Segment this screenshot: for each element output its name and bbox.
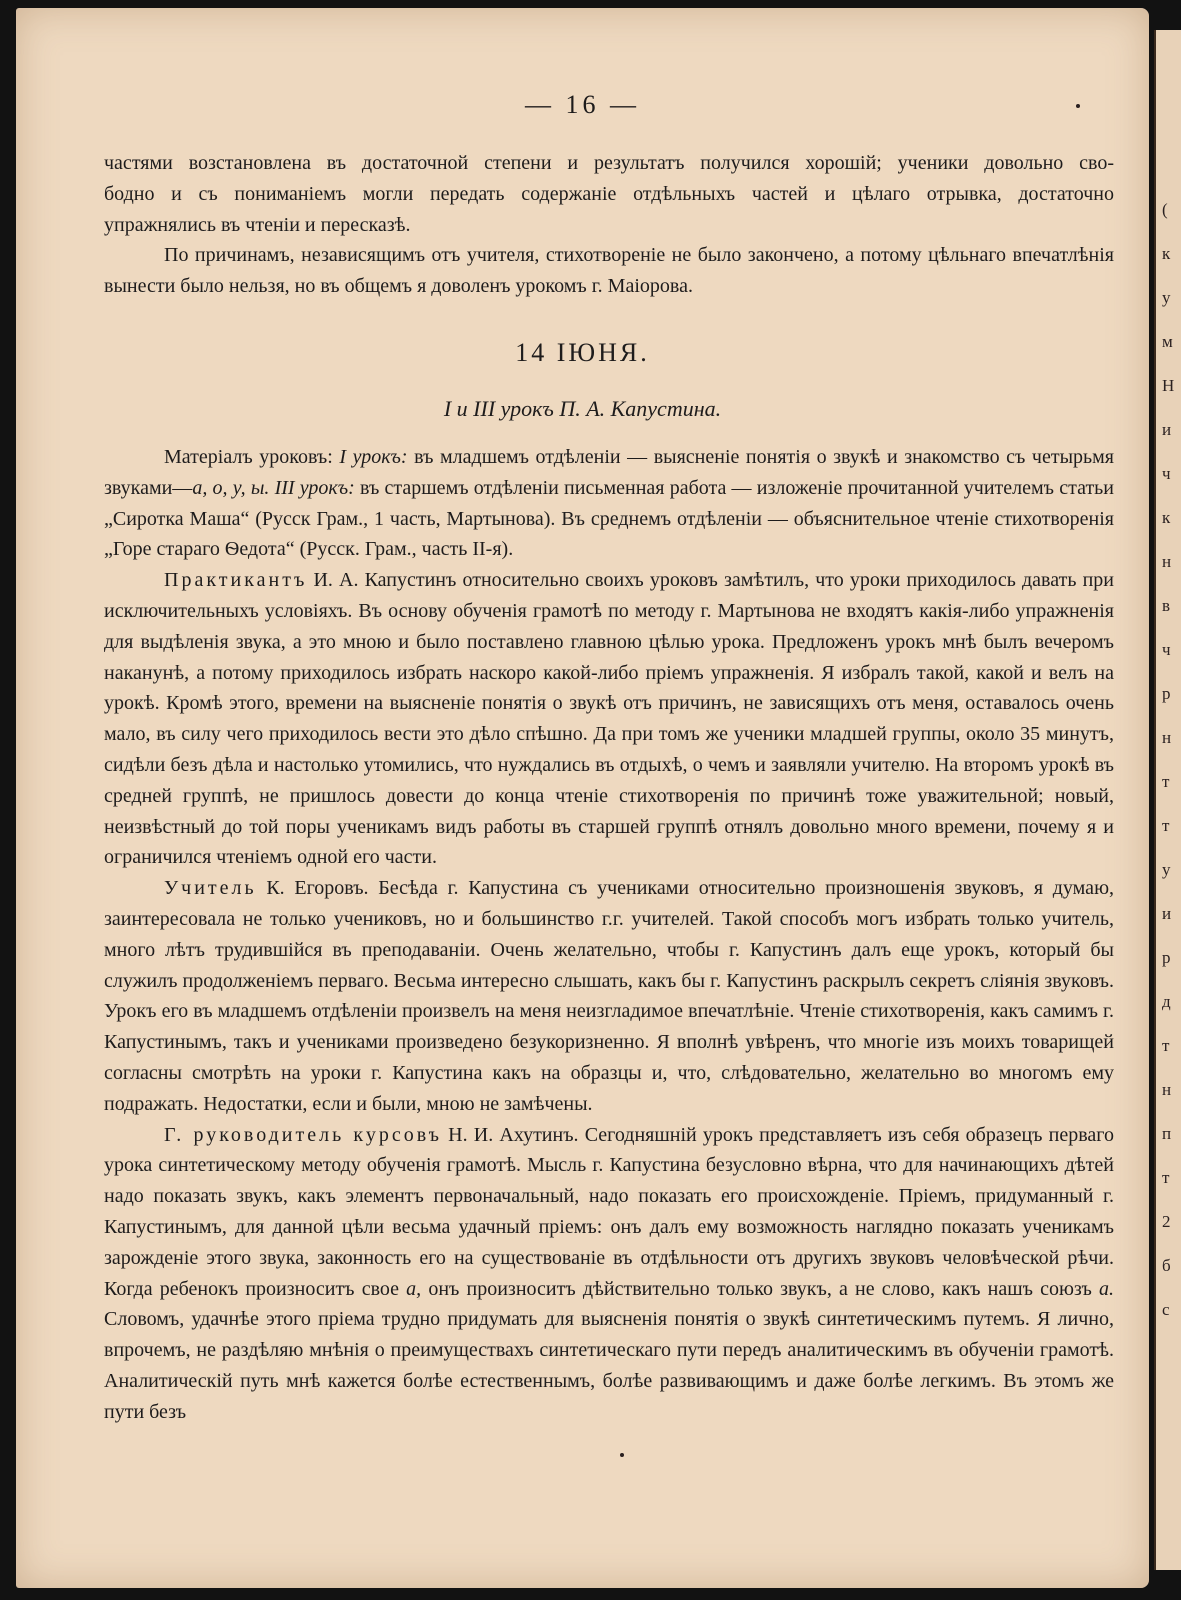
adjacent-page-fragment: н <box>1162 728 1172 747</box>
lesson1-text: въ младшемъ отдѣленіи — выясненіе понятія о звукѣ и знакомство съ четырьмя звуками— <box>104 446 1114 499</box>
adjacent-page-fragment: т <box>1162 816 1170 835</box>
adjacent-page-fragment: б <box>1162 1256 1171 1275</box>
director-paragraph <box>104 1120 1114 1428</box>
teacher-text: К. Егоровъ. Бесѣда г. Капустина съ учениками относительно произношенія звуковъ, я думаю, заинтересовала не только учениковъ, но и большинство г.г. учителей. Такой способъ могъ избрать только учитель, много лѣтъ трудившійся въ преподаваніи. Очень желательно, чтобы г. Капустинъ далъ еще урокъ, который бы служилъ продолженіемъ перваго. Весьма интересно слышать, какъ бы г. Капустинъ раскрылъ секретъ слiянія звуковъ. Урокъ его въ младшемъ отдѣленіи произвелъ на меня неизгладимое впечатлѣніе. Чтеніе стихотворенія, какъ самимъ г. Капустинымъ, такъ и учениками произведено безукоризненно. Я вполнѣ увѣренъ, что многіе изъ моихъ товарищей согласны смотрѣть на уроки г. Капустина какъ на образцы и, что, слѣдовательно, желательно во многомъ ему подражать. Недостатки, если и были, мною не замѣчены. <box>104 877 1115 1115</box>
sound-a-1: а, <box>406 1277 422 1300</box>
section-heading: 14 ІЮНЯ. <box>515 338 650 367</box>
lesson3-label: III урокъ: <box>274 476 355 499</box>
adjacent-page-fragment: р <box>1162 948 1171 967</box>
adjacent-page-fragment: т <box>1162 1168 1170 1187</box>
adjacent-page-fragment: т <box>1162 772 1170 791</box>
adjacent-page-fragment: к <box>1162 244 1171 263</box>
adjacent-page-fragment: р <box>1162 684 1171 703</box>
adjacent-page-fragment: д <box>1162 992 1171 1011</box>
adjacent-page-fragment: Н <box>1162 376 1175 395</box>
document-page <box>16 8 1149 1588</box>
adjacent-page-fragment: к <box>1162 508 1171 527</box>
adjacent-page-fragment: ч <box>1162 640 1171 659</box>
adjacent-page-fragment: у <box>1162 860 1171 879</box>
director-text-middle: онъ произноситъ дѣйствительно только звукъ, а не слово, какъ нашъ союзъ <box>421 1277 1099 1300</box>
print-speck <box>620 1453 624 1457</box>
adjacent-page-fragment: н <box>1162 552 1172 571</box>
sound-a-2: а. <box>1099 1277 1114 1300</box>
teacher-speaker: Учитель <box>164 877 257 900</box>
teacher-paragraph <box>104 873 1114 1119</box>
materials-label: Матеріалъ уроковъ: <box>164 446 333 468</box>
lesson1-label: I урокъ: <box>339 446 408 468</box>
continued-line-3: упражнялись въ чтеніи и пересказѣ. <box>104 213 411 236</box>
page-number: — 16 — <box>525 90 640 119</box>
sounds-list: а, о, у, ы. <box>192 476 270 499</box>
continued-line-1: частями возстановлена въ достаточной степени и результатъ получился хорошій; ученики довольно сво- <box>104 152 1114 174</box>
adjacent-page-fragment: т <box>1162 1036 1170 1055</box>
closing-paragraph: По причинамъ, независящимъ отъ учителя, стихотвореніе не было закончено, а потому цѣльнаго впечатлѣнія вынести было нельзя, но въ общемъ я доволенъ урокомъ г. Маіорова. <box>104 244 1114 298</box>
adjacent-page-fragment: ч <box>1162 464 1171 483</box>
director-speaker: Г. руководитель курсовъ <box>164 1123 442 1146</box>
director-text-after: Словомъ, удачнѣе этого пріема трудно придумать для выясненія понятія о звукѣ синтетическимъ путемъ. Я лично, впрочемъ, не раздѣляю мнѣнія о преимуществахъ синтетическаго пути передъ аналитическимъ въ обученіи грамотѣ. Аналитическій путь мнѣ кажется болѣе естественнымъ, болѣе развивающимъ и даже болѣе легкимъ. Въ этомъ же пути безъ <box>104 1308 1114 1423</box>
lesson3-text: въ старшемъ отдѣленіи письменная работа — изложеніе прочитанной учителемъ статьи „Сиротка Маша“ (Русск Грам., 1 часть, Мартынова). Въ среднемъ отдѣленіи — объяснительное чтеніе стихотворенія „Горе стараго Ѳедота“ (Русск. Грам., часть II-я). <box>104 476 1115 561</box>
adjacent-page-fragment: ( <box>1162 200 1168 219</box>
print-speck <box>1076 104 1080 108</box>
lesson-heading: I и III урокъ П. А. Капустина. <box>443 396 722 421</box>
adjacent-page-fragment: у <box>1162 288 1171 307</box>
continued-line-2: бодно и съ пониманіемъ могли передать содержаніе отдѣльныхъ частей и цѣлаго отрывка, достаточно <box>104 182 1114 205</box>
adjacent-page-fragment: м <box>1162 332 1173 351</box>
practitioner-text: И. А. Капустинъ относительно своихъ уроковъ замѣтилъ, что уроки приходилось давать при исключительныхъ условіяхъ. Въ основу обученія грамотѣ по методу г. Мартынова не входятъ какія-либо упражненія для выдѣленія звука, а это мною и было поставлено главною цѣлью урока. Предложенъ урокъ мнѣ былъ вечеромъ наканунѣ, а потому приходилось избрать наскоро какой-либо пріемъ упражненія. Я избралъ такой, какой и велъ на урокѣ. Кромѣ этого, времени на выясненіе понятія о звукѣ отъ причинъ, не зависящихъ отъ меня, оставалось очень мало, въ силу чего приходилось вести это дѣло спѣшно. Да при томъ же ученики младшей группы, около 35 минутъ, сидѣли безъ дѣла и настолько утомились, что нуждались въ отдыхѣ, о чемъ и заявляли учителю. На второмъ урокѣ въ средней группѣ, не пришлось довести до конца чтеніе стихотворенія по причинѣ тоже уважительной; новый, неизвѣстный до той поры ученикамъ видъ работы въ старшей группѣ отнялъ довольно много времени, почему я и ограничился чтеніемъ одной его части. <box>104 569 1115 869</box>
adjacent-page-fragment: и <box>1162 904 1172 923</box>
adjacent-page-fragment: 2 <box>1162 1212 1171 1231</box>
adjacent-page-edge <box>1154 30 1181 1570</box>
adjacent-page-fragment: в <box>1162 596 1171 615</box>
body-text <box>104 442 1114 1428</box>
director-text-before: Н. И. Ахутинъ. Сегодняшній урокъ представляетъ изъ себя образецъ перваго урока синтетическому методу обученія грамотѣ. Мысль г. Капустина безусловно вѣрна, что для начинающихъ дѣтей надо показать звукъ, какъ элементъ первоначальный, надо показать его происхожденіе. Пріемъ, придуманный г. Капустинымъ, для данной цѣли весьма удачный пріемъ: онъ далъ ему возможность наглядно показать ученикамъ зарожденіе этого звука, законность его на существованіе въ отдѣльности отъ другихъ звуковъ человѣческой рѣчи. Когда ребенокъ произноситъ свое <box>104 1123 1115 1300</box>
adjacent-page-fragment: н <box>1162 1080 1172 1099</box>
adjacent-page-fragment: и <box>1162 420 1172 439</box>
adjacent-page-fragment: с <box>1162 1300 1170 1319</box>
practitioner-speaker: Практикантъ <box>164 569 308 592</box>
continued-paragraph <box>104 148 1114 302</box>
adjacent-page-fragment: п <box>1162 1124 1172 1143</box>
practitioner-paragraph <box>104 565 1114 873</box>
materials-paragraph <box>104 442 1114 565</box>
